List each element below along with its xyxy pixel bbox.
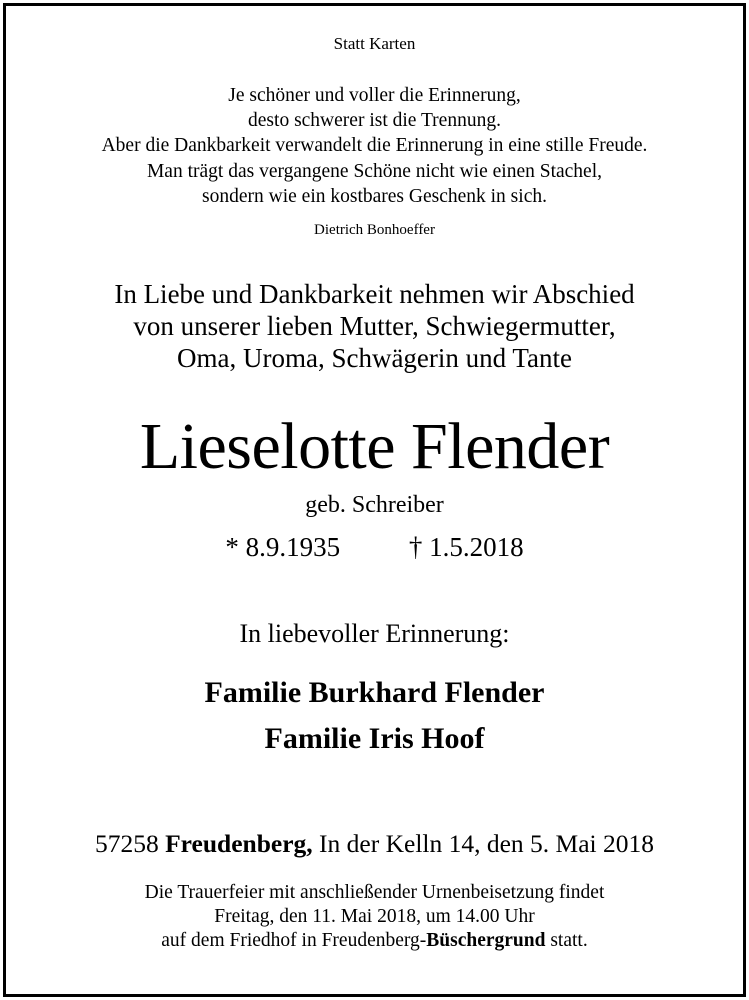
quote-line-2: desto schwerer ist die Trennung. [248,110,501,131]
header-statt-karten: Statt Karten [333,34,416,53]
funeral-place-prefix: auf dem Friedhof in Freudenberg- [161,930,427,951]
intro-line-2: von unserer lieben Mutter, Schwiegermutter, [133,311,616,341]
funeral-line-1: Die Trauerfeier mit anschließender Urnenbeisetzung findet [144,882,605,903]
birth-date: * 8.9.1935 [225,532,341,562]
funeral-place-suffix: statt. [545,930,588,951]
funeral-place: Büschergrund [426,930,546,951]
quote-line-3: Aber die Dankbarkeit verwandelt die Erinnerung in eine stille Freude. [101,135,648,156]
family-1: Familie Burkhard Flender [204,676,545,709]
quote-author: Dietrich Bonhoeffer [314,222,435,238]
family-2: Familie Iris Hoof [264,722,485,755]
street-and-date: In der Kelln 14, den 5. Mai 2018 [319,829,655,858]
quote-line-1: Je schöner und voller die Erinnerung, [228,85,521,106]
deceased-name: Lieselotte Flender [139,410,610,483]
intro-line-1: In Liebe und Dankbarkeit nehmen wir Abschied [114,279,635,309]
city: Freudenberg, [165,829,313,858]
quote-line-5: sondern wie ein kostbares Geschenk in sich. [202,186,547,207]
memory-intro: In liebevoller Erinnerung: [239,619,510,648]
death-date: † 1.5.2018 [408,532,524,562]
funeral-line-2: Freitag, den 11. Mai 2018, um 14.00 Uhr [214,906,535,927]
address-line [0,829,749,859]
life-dates [0,532,749,563]
quote-line-4: Man trägt das vergangene Schöne nicht wie einen Stachel, [146,161,603,182]
funeral-line-3 [0,929,749,953]
intro-line-3: Oma, Uroma, Schwägerin und Tante [176,343,572,373]
birth-name: geb. Schreiber [305,492,444,518]
postal-code: 57258 [94,829,159,858]
